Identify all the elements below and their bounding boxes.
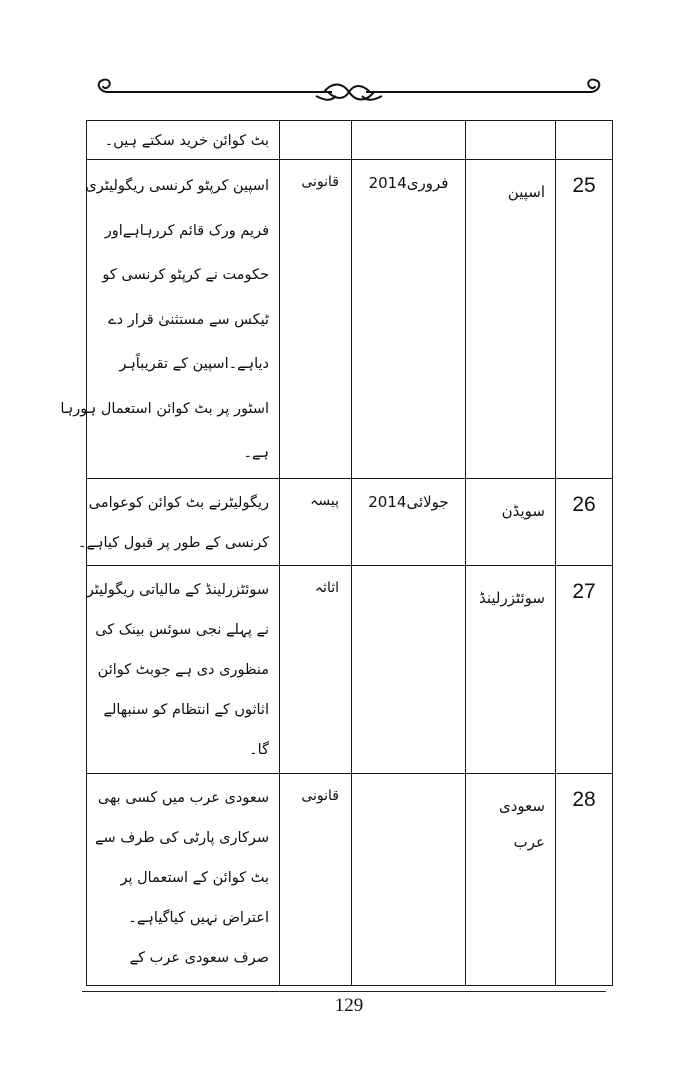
desc-line: حکومت نے کرپٹو کرنسی کو: [102, 267, 269, 283]
cell-date: [352, 773, 466, 985]
table-row: [87, 773, 613, 985]
desc-line: منظوری دی ہے جوبٹ کوائن: [97, 661, 269, 678]
cell-status: اثاثہ: [280, 565, 352, 773]
cell-number: 27: [556, 565, 613, 773]
desc-line: فریم ورک قائم کررہاہےاور: [104, 222, 269, 239]
cell-number: 26: [556, 478, 613, 565]
cell-date: جولائی2014: [352, 478, 466, 565]
cell-date: فروری2014: [352, 160, 466, 479]
cell-description: [87, 565, 280, 773]
page-number: 129: [334, 995, 364, 1016]
desc-line: اسپین کرپٹو کرنسی ریگولیٹری: [85, 178, 269, 194]
cell-status: [280, 121, 352, 160]
desc-line: دیاہے۔اسپین کے تقریباًہر: [119, 356, 269, 372]
cell-country: سعودی عرب: [466, 773, 556, 985]
cell-status: پیسہ: [280, 478, 352, 565]
table-row: [87, 121, 613, 160]
desc-line: اعتراض نہیں کیاگیاہے۔: [128, 909, 269, 926]
table-row: [87, 565, 613, 773]
cell-description: [87, 121, 280, 160]
desc-line: اسٹور پر بٹ کوائن استعمال ہورہا: [60, 400, 269, 417]
desc-line: سوئٹزرلینڈ کے مالیاتی ریگولیٹر: [86, 581, 269, 598]
cell-description: [60, 160, 280, 479]
desc-line: اثاثوں کے انتظام کو سنبھالے: [103, 701, 269, 718]
cell-status: قانونی: [280, 160, 352, 479]
regulation-table: [60, 120, 613, 986]
table-row: [87, 160, 613, 479]
cell-country: سوئٹزرلینڈ: [466, 565, 556, 773]
desc-line: نے پہلے نجی سوئس بینک کی: [95, 621, 269, 638]
cell-status: قانونی: [280, 773, 352, 985]
desc-line: ہے۔: [243, 445, 269, 461]
cell-country: [466, 121, 556, 160]
cell-description: [78, 478, 280, 565]
desc-line: بٹ کوائن کے استعمال پر: [120, 869, 269, 886]
cell-date: [352, 565, 466, 773]
cell-country: اسپین: [466, 160, 556, 479]
header-ornament: [88, 74, 610, 108]
desc-line: گا۔: [249, 741, 269, 758]
desc-line: بٹ کوائن خرید سکتے ہیں۔: [104, 133, 269, 149]
cell-description: [87, 773, 280, 985]
desc-line: سعودی عرب میں کسی بھی: [97, 789, 269, 806]
table-row: [87, 478, 613, 565]
desc-line: کرنسی کے طور پر قبول کیاہے۔: [78, 534, 269, 551]
cell-number: [556, 121, 613, 160]
footer-rule: [82, 991, 606, 992]
desc-line: ٹیکس سے مستثنیٰ قرار دے: [108, 311, 269, 328]
cell-number: 28: [556, 773, 613, 985]
desc-line: ریگولیٹرنے بٹ کوائن کوعوامی: [88, 494, 269, 511]
cell-date: [352, 121, 466, 160]
cell-number: 25: [556, 160, 613, 479]
desc-line: سرکاری پارٹی کی طرف سے: [94, 829, 269, 846]
desc-line: صرف سعودی عرب کے: [129, 949, 269, 966]
cell-country: سویڈن: [466, 478, 556, 565]
